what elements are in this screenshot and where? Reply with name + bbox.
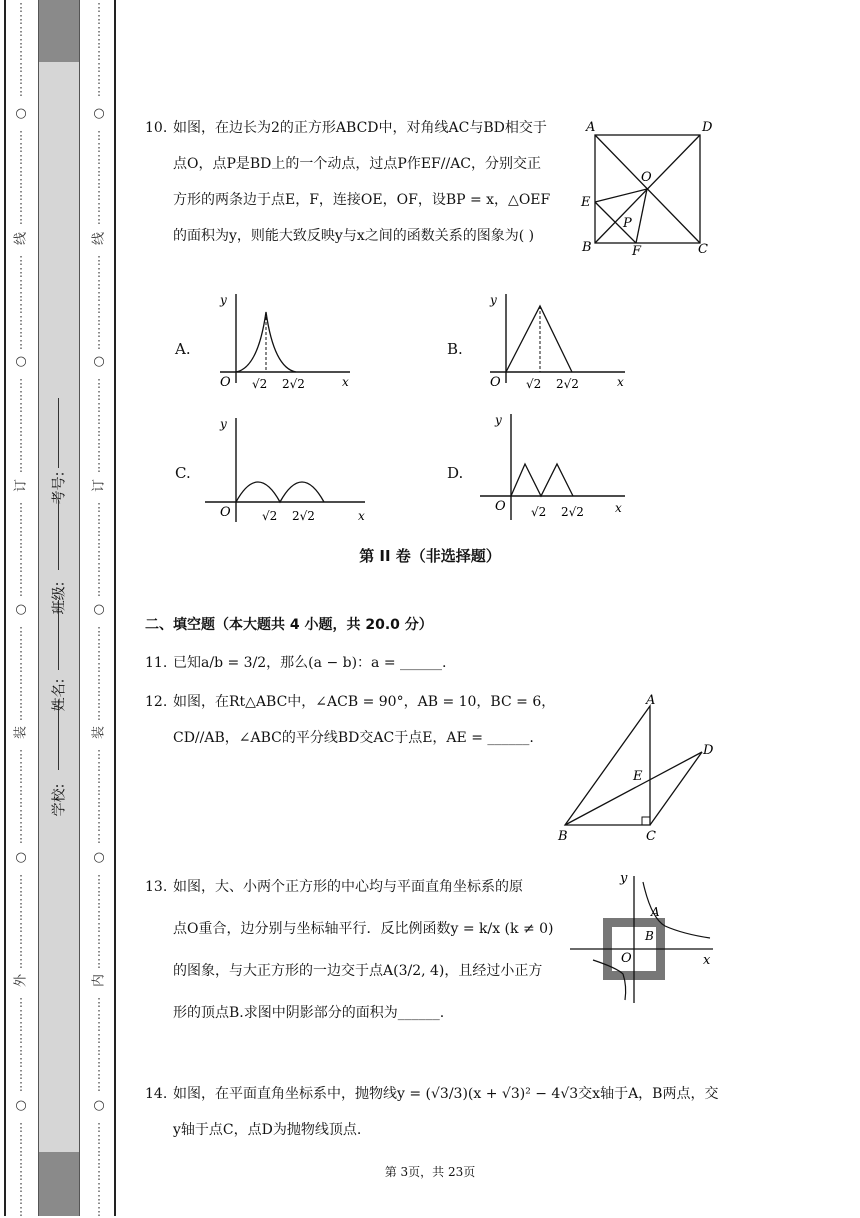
q10-c-y: y: [220, 417, 227, 431]
binding-dot: ⋮: [93, 921, 105, 934]
binding-dot: ⋮: [15, 709, 27, 722]
binding-dot: ⋮: [93, 573, 105, 586]
binding-dot: ⋮: [93, 1145, 105, 1158]
binding-circle: ○: [93, 106, 105, 121]
binding-dot: ⋮: [15, 177, 27, 190]
binding-dot: ⋮: [93, 1056, 105, 1069]
binding-dot: ⋮: [15, 661, 27, 674]
q10-a-t1: √2: [252, 377, 268, 391]
binding-dot: ⋮: [93, 461, 105, 474]
binding-dot: ⋮: [93, 673, 105, 686]
q10-c-x: x: [358, 509, 365, 523]
binding-dot: ⋮: [15, 85, 27, 98]
binding-dot: ⋮: [15, 37, 27, 50]
binding-dot: ⋮: [93, 377, 105, 390]
q13-line2: 点O重合，边分别与坐标轴平行．反比例函数y = k/x (k ≠ 0): [173, 921, 554, 937]
binding-dot: ⋮: [93, 637, 105, 650]
q13-squares-figure: [565, 868, 720, 1008]
binding-dot: ⋮: [15, 1145, 27, 1158]
q10-line4: 的面积为y，则能大致反映y与x之间的函数关系的图象为( ): [173, 228, 535, 244]
binding-dot: ⋮: [15, 401, 27, 414]
binding-dot: ⋮: [93, 873, 105, 886]
binding-dot: ⋮: [15, 832, 27, 845]
binding-circle: ○: [15, 850, 27, 865]
q12-line2: CD//AB，∠ABC的平分线BD交AC于点E，AE = ______.: [173, 730, 534, 746]
q13-label-o: O: [621, 951, 632, 966]
q10-option-a-label[interactable]: A.: [175, 340, 191, 358]
binding-dot: ⋮: [93, 165, 105, 178]
part-2-heading: 二、填空题（本大题共 4 小题，共 20.0 分）: [145, 617, 433, 633]
q12-text: [145, 684, 565, 756]
binding-dot: ⋮: [15, 513, 27, 526]
binding-dot: ⋮: [93, 661, 105, 674]
binding-dot: ⋮: [93, 1068, 105, 1081]
q10-a-x: x: [342, 375, 349, 389]
q10-c-t2: 2√2: [292, 509, 315, 523]
q10-option-d-label[interactable]: D.: [447, 464, 464, 482]
binding-dot: ⋮: [15, 933, 27, 946]
binding-dot: ⋮: [93, 501, 105, 514]
binding-circle: ○: [93, 850, 105, 865]
binding-dot: ⋮: [15, 573, 27, 586]
binding-line-right: [114, 0, 116, 1216]
binding-circle: ○: [93, 1098, 105, 1113]
binding-dot: ⋮: [93, 996, 105, 1009]
q14-text: [145, 1076, 735, 1148]
binding-dot: ⋮: [15, 73, 27, 86]
q12-line1: 如图，在Rt△ABC中，∠ACB = 90°，AB = 10，BC = 6，: [173, 694, 556, 710]
binding-dot: ⋮: [93, 561, 105, 574]
q10-line3: 方形的两条边于点E，F，连接OE，OF，设BP = x，△OEF: [173, 192, 551, 208]
binding-dot: ⋮: [15, 649, 27, 662]
binding-dot: ⋮: [93, 1181, 105, 1194]
q10-b-o: O: [490, 375, 501, 390]
binding-dot: ⋮: [15, 585, 27, 598]
q13-label-b: B: [645, 929, 654, 943]
binding-dot: ⋮: [15, 625, 27, 638]
binding-char: 内: [91, 974, 107, 988]
binding-dot: ⋮: [15, 213, 27, 226]
binding-dot: ⋮: [93, 1008, 105, 1021]
binding-dot: ⋮: [93, 401, 105, 414]
binding-dot: ⋮: [93, 266, 105, 279]
binding-dot: ⋮: [15, 921, 27, 934]
q10-option-b-graph[interactable]: [470, 288, 630, 393]
binding-dot: ⋮: [15, 1080, 27, 1093]
q14-line2: y轴于点C，点D为抛物线顶点.: [173, 1122, 362, 1138]
binding-dot: ⋮: [93, 425, 105, 438]
q10-b-t2: 2√2: [556, 377, 579, 391]
binding-dot: ⋮: [15, 278, 27, 291]
binding-dot: ⋮: [15, 1008, 27, 1021]
binding-dot: ⋮: [93, 213, 105, 226]
binding-dot: ⋮: [15, 189, 27, 202]
binding-dot: ⋮: [15, 141, 27, 154]
binding-dot: ⋮: [93, 885, 105, 898]
binding-field-class: 班级:: [51, 581, 68, 615]
binding-dot: ⋮: [15, 796, 27, 809]
binding-char: 外: [13, 974, 29, 988]
binding-dot: ⋮: [93, 1133, 105, 1146]
binding-dot: ⋮: [15, 425, 27, 438]
binding-dot: ⋮: [15, 1169, 27, 1182]
binding-dot: ⋮: [15, 885, 27, 898]
q10-option-c-graph[interactable]: [200, 412, 375, 527]
binding-dot: ⋮: [93, 153, 105, 166]
q11-text: [145, 645, 446, 681]
binding-dot: ⋮: [15, 326, 27, 339]
binding-dot: ⋮: [15, 61, 27, 74]
binding-char: 线: [91, 232, 107, 246]
binding-dot: ⋮: [15, 673, 27, 686]
binding-dot: ⋮: [15, 437, 27, 450]
binding-dot: ⋮: [93, 254, 105, 267]
binding-dot: ⋮: [15, 13, 27, 26]
binding-dot: ⋮: [15, 537, 27, 550]
binding-dot: ⋮: [93, 1080, 105, 1093]
binding-dot: ⋮: [15, 302, 27, 315]
binding-dot: ⋮: [93, 25, 105, 38]
q10-fig-label-a: A: [586, 120, 596, 135]
binding-dots-outer: [10, 0, 32, 1216]
binding-dot: ⋮: [15, 49, 27, 62]
binding-dot: ⋮: [93, 709, 105, 722]
binding-field-name: 姓名:: [51, 678, 68, 712]
binding-dot: ⋮: [15, 165, 27, 178]
q10-c-o: O: [220, 505, 231, 520]
binding-dot: ⋮: [15, 873, 27, 886]
binding-dot: ⋮: [93, 13, 105, 26]
binding-dot: ⋮: [93, 449, 105, 462]
binding-dot: ⋮: [15, 748, 27, 761]
q14-number: 14.: [145, 1086, 168, 1102]
binding-circle: ○: [93, 354, 105, 369]
binding-dark-top: [38, 0, 80, 62]
binding-dot: ⋮: [15, 1020, 27, 1033]
binding-dot: ⋮: [93, 73, 105, 86]
q10-a-y: y: [220, 293, 227, 307]
binding-dot: ⋮: [93, 37, 105, 50]
q10-d-t1: √2: [531, 505, 547, 519]
q10-number: 10.: [145, 120, 168, 136]
binding-dot: ⋮: [93, 549, 105, 562]
binding-circle: ○: [15, 1098, 27, 1113]
binding-dot: ⋮: [15, 561, 27, 574]
binding-dot: ⋮: [15, 957, 27, 970]
binding-dot: ⋮: [93, 685, 105, 698]
binding-dot: ⋮: [93, 177, 105, 190]
binding-dot: ⋮: [93, 1020, 105, 1033]
binding-dot: ⋮: [15, 501, 27, 514]
binding-dot: ⋮: [93, 326, 105, 339]
binding-dot: ⋮: [15, 314, 27, 327]
binding-dot: ⋮: [93, 625, 105, 638]
binding-dot: ⋮: [15, 290, 27, 303]
q10-option-a-graph[interactable]: [200, 288, 360, 393]
q12-label-a: A: [646, 693, 656, 708]
binding-dot: ⋮: [93, 1193, 105, 1206]
binding-dot: ⋮: [93, 772, 105, 785]
binding-dot: ⋮: [15, 1044, 27, 1057]
binding-dot: ⋮: [93, 1169, 105, 1182]
binding-dot: ⋮: [15, 1121, 27, 1134]
binding-dot: ⋮: [15, 338, 27, 351]
binding-dot: ⋮: [15, 996, 27, 1009]
binding-dot: ⋮: [15, 1181, 27, 1194]
q10-c-t1: √2: [262, 509, 278, 523]
binding-dot: ⋮: [93, 909, 105, 922]
binding-dot: ⋮: [15, 1, 27, 14]
binding-dot: ⋮: [15, 525, 27, 538]
q10-b-x: x: [617, 375, 624, 389]
binding-dot: ⋮: [93, 1044, 105, 1057]
q10-fig-label-c: C: [698, 242, 708, 257]
binding-dot: ⋮: [93, 957, 105, 970]
q12-label-c: C: [646, 829, 656, 844]
q10-line1: 如图，在边长为2的正方形ABCD中，对角线AC与BD相交于: [173, 120, 547, 136]
binding-dot: ⋮: [93, 1121, 105, 1134]
section-2-title: 第 II 卷（非选择题）: [359, 547, 501, 565]
q10-fig-label-p: P: [623, 216, 632, 231]
binding-dot: ⋮: [93, 290, 105, 303]
binding-dot: ⋮: [15, 377, 27, 390]
binding-dot: ⋮: [15, 449, 27, 462]
binding-dot: ⋮: [15, 685, 27, 698]
binding-dot: ⋮: [15, 637, 27, 650]
binding-dot: ⋮: [93, 945, 105, 958]
q10-option-b-label[interactable]: B.: [447, 340, 463, 358]
binding-dot: ⋮: [15, 1193, 27, 1206]
q13-label-y: y: [620, 871, 628, 886]
q10-fig-label-d: D: [702, 120, 713, 135]
binding-dot: ⋮: [93, 796, 105, 809]
binding-dot: ⋮: [15, 1157, 27, 1170]
binding-char: 线: [13, 232, 29, 246]
binding-dot: ⋮: [93, 413, 105, 426]
q13-line1: 如图，大、小两个正方形的中心均与平面直角坐标系的原: [173, 879, 523, 895]
binding-dot: ⋮: [15, 808, 27, 821]
page-footer: 第 3页，共 23页: [384, 1165, 476, 1179]
binding-dot: ⋮: [93, 314, 105, 327]
binding-dot: ⋮: [15, 549, 27, 562]
binding-char: 装: [91, 726, 107, 740]
binding-circle: ○: [15, 106, 27, 121]
binding-dot: ⋮: [93, 1032, 105, 1045]
binding-dot: ⋮: [93, 1, 105, 14]
binding-dot: ⋮: [93, 820, 105, 833]
binding-dot: ⋮: [93, 49, 105, 62]
binding-dot: ⋮: [93, 85, 105, 98]
binding-dots-inner: [88, 0, 110, 1216]
q11-number: 11.: [145, 655, 168, 671]
binding-dot: ⋮: [15, 1205, 27, 1218]
binding-circle: ○: [15, 354, 27, 369]
binding-dot: ⋮: [15, 129, 27, 142]
q12-label-b: B: [558, 829, 568, 844]
q10-b-y: y: [490, 293, 497, 307]
binding-char: 订: [91, 479, 107, 493]
q10-d-t2: 2√2: [561, 505, 584, 519]
binding-dot: ⋮: [15, 25, 27, 38]
binding-dot: ⋮: [15, 266, 27, 279]
binding-dot: ⋮: [93, 697, 105, 710]
q10-line2: 点O，点P是BD上的一个动点，过点P作EF//AC，分别交正: [173, 156, 542, 172]
q12-label-d: D: [703, 743, 714, 758]
binding-dot: ⋮: [15, 1056, 27, 1069]
binding-dot: ⋮: [93, 897, 105, 910]
q10-b-t1: √2: [526, 377, 542, 391]
q10-d-x: x: [615, 501, 622, 515]
binding-dot: ⋮: [15, 1032, 27, 1045]
binding-circle: ○: [15, 602, 27, 617]
binding-line-left: [4, 0, 6, 1216]
binding-dot: ⋮: [93, 141, 105, 154]
binding-dot: ⋮: [93, 189, 105, 202]
q10-fig-label-o: O: [641, 170, 652, 185]
binding-dot: ⋮: [93, 278, 105, 291]
binding-dot: ⋮: [93, 649, 105, 662]
q13-label-x: x: [703, 953, 711, 968]
binding-dot: ⋮: [93, 437, 105, 450]
q10-fig-label-b: B: [582, 240, 592, 255]
binding-dot: ⋮: [15, 897, 27, 910]
binding-field-examno-line: [58, 398, 59, 468]
binding-dot: ⋮: [93, 933, 105, 946]
binding-field-school: 学校:: [51, 783, 68, 817]
binding-dot: ⋮: [15, 760, 27, 773]
binding-dot: ⋮: [93, 129, 105, 142]
binding-dot: ⋮: [15, 772, 27, 785]
binding-dot: ⋮: [15, 254, 27, 267]
q10-d-y: y: [495, 413, 502, 427]
binding-dot: ⋮: [15, 201, 27, 214]
binding-dot: ⋮: [15, 389, 27, 402]
binding-dot: ⋮: [93, 1205, 105, 1218]
binding-dot: ⋮: [93, 760, 105, 773]
binding-dot: ⋮: [93, 585, 105, 598]
binding-dot: ⋮: [93, 525, 105, 538]
q12-triangle-figure: [550, 692, 725, 847]
q10-a-t2: 2√2: [282, 377, 305, 391]
q13-line4: 形的顶点B.求图中阴影部分的面积为______.: [173, 1005, 445, 1021]
binding-dot: ⋮: [15, 1068, 27, 1081]
q10-fig-label-f: F: [632, 244, 642, 259]
binding-dot: ⋮: [15, 1133, 27, 1146]
q10-square-figure: [578, 115, 718, 260]
binding-dot: ⋮: [93, 513, 105, 526]
binding-dark-bottom: [38, 1152, 80, 1216]
binding-dot: ⋮: [15, 945, 27, 958]
binding-dot: ⋮: [15, 697, 27, 710]
binding-dot: ⋮: [15, 820, 27, 833]
binding-dot: ⋮: [15, 153, 27, 166]
binding-circle: ○: [93, 602, 105, 617]
binding-dot: ⋮: [93, 1157, 105, 1170]
q10-a-o: O: [220, 375, 231, 390]
q10-option-d-graph[interactable]: [475, 408, 635, 523]
q12-label-e: E: [633, 769, 643, 784]
q14-line1: 如图，在平面直角坐标系中，抛物线y = (√3/3)(x + √3)² − 4√3交x轴于A，B两点，交: [173, 1086, 719, 1102]
binding-field-examno: 考号:: [51, 471, 68, 505]
binding-dot: ⋮: [93, 537, 105, 550]
binding-dot: ⋮: [93, 302, 105, 315]
binding-strip: [0, 0, 120, 1216]
binding-dot: ⋮: [15, 909, 27, 922]
binding-dot: ⋮: [15, 461, 27, 474]
binding-dot: ⋮: [93, 832, 105, 845]
q13-number: 13.: [145, 879, 168, 895]
binding-dot: ⋮: [93, 389, 105, 402]
binding-char: 装: [13, 726, 29, 740]
q13-text: [145, 866, 565, 1034]
binding-dot: ⋮: [93, 808, 105, 821]
q11-body: 已知a/b = 3/2，那么(a − b)：a = ______.: [173, 655, 447, 671]
binding-dot: ⋮: [93, 784, 105, 797]
binding-dot: ⋮: [93, 201, 105, 214]
q10-fig-label-e: E: [581, 195, 591, 210]
q12-number: 12.: [145, 694, 168, 710]
q13-line3: 的图象，与大正方形的一边交于点A(3/2, 4)，且经过小正方: [173, 963, 543, 979]
binding-dot: ⋮: [15, 413, 27, 426]
q10-d-o: O: [495, 499, 506, 514]
binding-char: 订: [13, 479, 29, 493]
binding-dot: ⋮: [93, 338, 105, 351]
q13-label-a: A: [651, 905, 660, 919]
binding-dot: ⋮: [93, 61, 105, 74]
binding-dot: ⋮: [15, 784, 27, 797]
binding-dot: ⋮: [93, 748, 105, 761]
q10-option-c-label[interactable]: C.: [175, 464, 191, 482]
q10-text: [145, 110, 575, 254]
